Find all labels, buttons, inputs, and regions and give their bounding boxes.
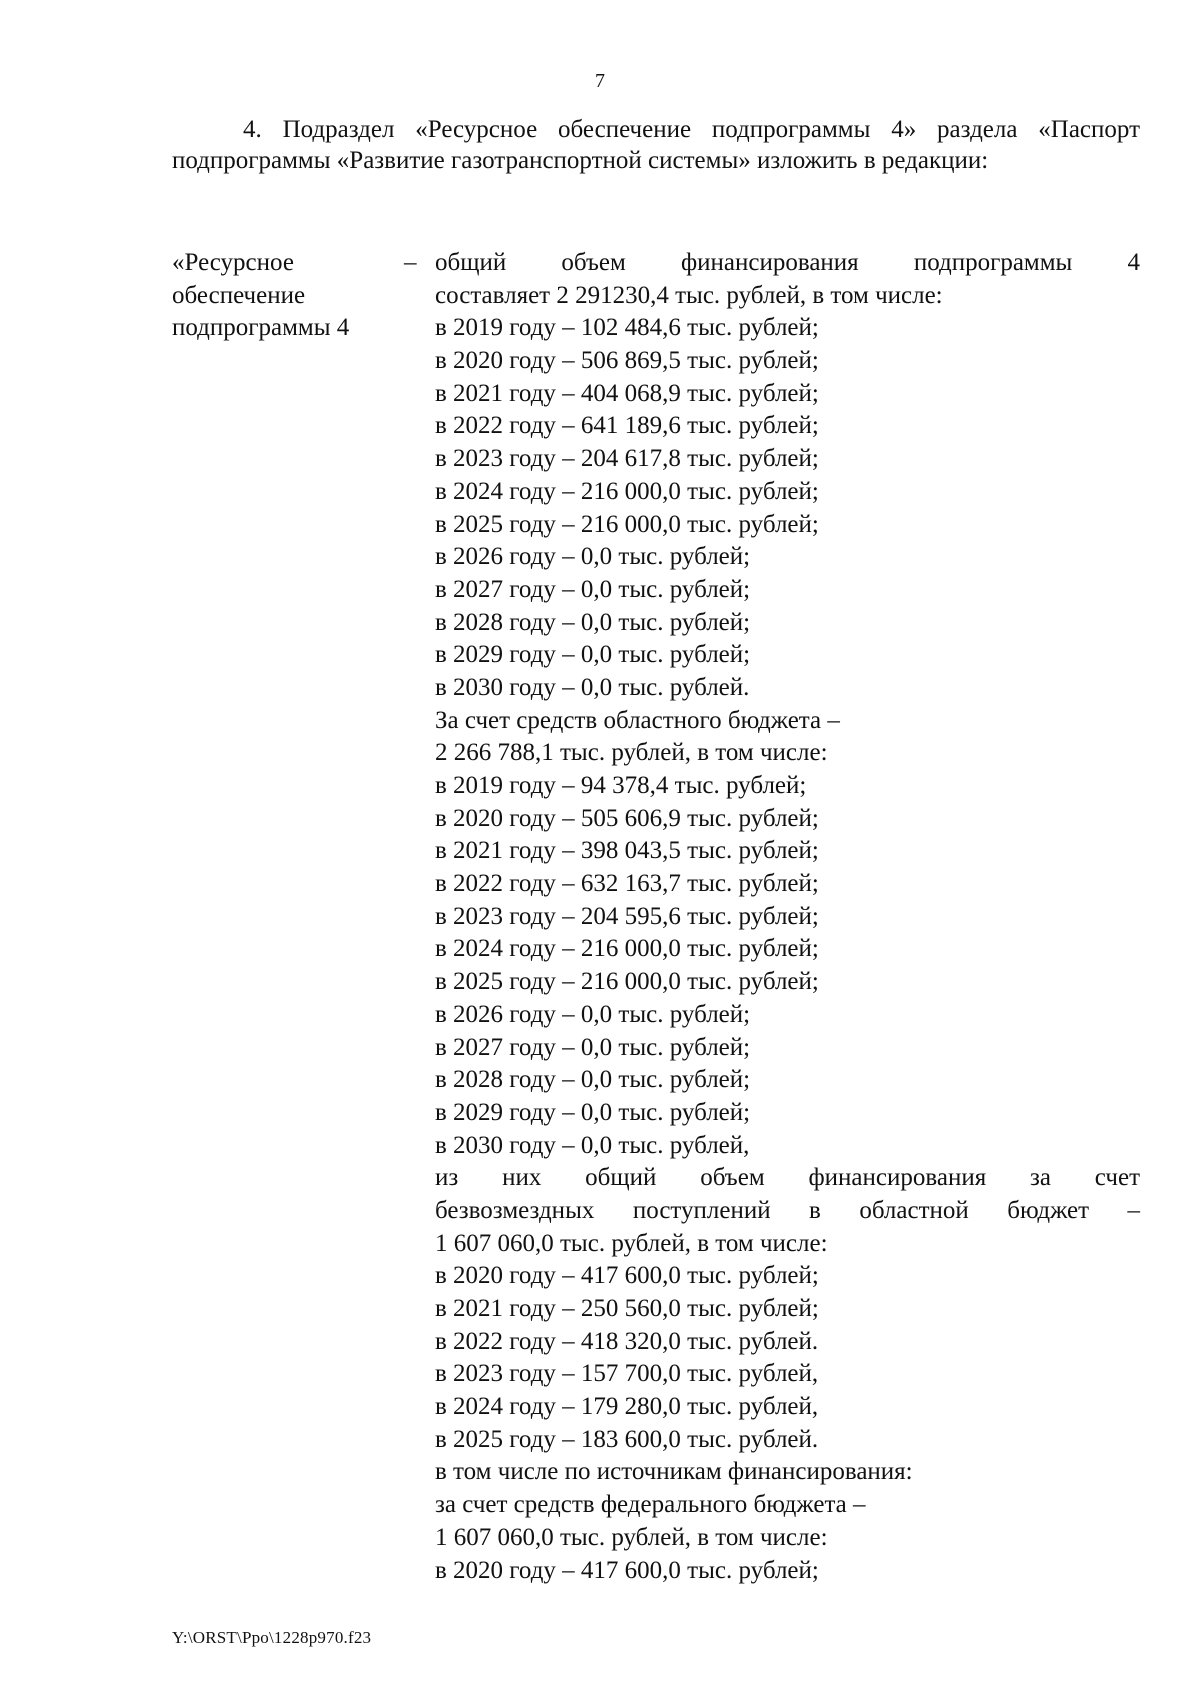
section-label bbox=[172, 247, 392, 345]
funding-line: за счет средств федерального бюджета – bbox=[435, 1491, 866, 1519]
funding-line: 1 607 060,0 тыс. рублей, в том числе: bbox=[435, 1523, 828, 1551]
file-path-footer: Y:\ORST\Ppo\1228p970.f23 bbox=[172, 1628, 372, 1647]
resource-section bbox=[172, 247, 1140, 1607]
funding-line: в 2026 году – 0,0 тыс. рублей; bbox=[435, 543, 751, 571]
funding-line: в 2020 году – 417 600,0 тыс. рублей; bbox=[435, 1556, 819, 1584]
funding-line: в 2022 году – 641 189,6 тыс. рублей; bbox=[435, 412, 819, 440]
funding-line: в 2019 году – 102 484,6 тыс. рублей; bbox=[435, 314, 819, 342]
funding-line: в 2025 году – 183 600,0 тыс. рублей. bbox=[435, 1425, 819, 1453]
funding-line: в 2024 году – 179 280,0 тыс. рублей, bbox=[435, 1393, 819, 1421]
funding-details bbox=[435, 247, 1140, 1587]
funding-line: 2 266 788,1 тыс. рублей, в том числе: bbox=[435, 739, 828, 767]
funding-line: в 2020 году – 505 606,9 тыс. рублей; bbox=[435, 804, 819, 832]
label-line: «Ресурсное bbox=[172, 249, 294, 276]
funding-line: в 2029 году – 0,0 тыс. рублей; bbox=[435, 641, 751, 669]
funding-line: в 2020 году – 506 869,5 тыс. рублей; bbox=[435, 347, 819, 375]
funding-line: в 2023 году – 204 595,6 тыс. рублей; bbox=[435, 902, 819, 930]
label-line: обеспечение bbox=[172, 281, 306, 309]
funding-line: в 2025 году – 216 000,0 тыс. рублей; bbox=[435, 510, 819, 538]
funding-line: в 2023 году – 204 617,8 тыс. рублей; bbox=[435, 445, 819, 473]
page-number: 7 bbox=[595, 70, 605, 92]
funding-line: в 2021 году – 398 043,5 тыс. рублей; bbox=[435, 837, 819, 865]
funding-line: в 2027 году – 0,0 тыс. рублей; bbox=[435, 1033, 751, 1061]
funding-line: За счет средств областного бюджета – bbox=[435, 706, 840, 734]
funding-line: в 2030 году – 0,0 тыс. рублей. bbox=[435, 673, 750, 701]
funding-line: в 2027 году – 0,0 тыс. рублей; bbox=[435, 575, 751, 603]
section-dash: – bbox=[404, 249, 417, 276]
funding-line: в 2030 году – 0,0 тыс. рублей, bbox=[435, 1131, 750, 1159]
funding-line: в 2024 году – 216 000,0 тыс. рублей; bbox=[435, 477, 819, 505]
funding-line: из них общий объем финансирования за счет bbox=[435, 1164, 1140, 1192]
funding-line: в 2026 году – 0,0 тыс. рублей; bbox=[435, 1000, 751, 1028]
funding-line: в 2023 году – 157 700,0 тыс. рублей, bbox=[435, 1360, 819, 1388]
intro-text: 4. Подраздел «Ресурсное обеспечение подпрограммы 4» раздела «Паспорт подпрограммы «Развитие газотранспортной системы» изложить в редакции: bbox=[172, 116, 1140, 174]
funding-line: в 2028 году – 0,0 тыс. рублей; bbox=[435, 608, 751, 636]
funding-line: в том числе по источникам финансирования: bbox=[435, 1458, 913, 1486]
funding-line: в 2021 году – 250 560,0 тыс. рублей; bbox=[435, 1295, 819, 1322]
funding-line: в 2019 году – 94 378,4 тыс. рублей; bbox=[435, 772, 807, 799]
funding-line: безвозмездных поступлений в областной бюджет – bbox=[435, 1196, 1140, 1224]
funding-line: в 2028 году – 0,0 тыс. рублей; bbox=[435, 1066, 751, 1094]
funding-line: составляет 2 291230,4 тыс. рублей, в том числе: bbox=[435, 281, 943, 309]
funding-line: общий объем финансирования подпрограммы 4 bbox=[435, 249, 1140, 276]
funding-line: 1 607 060,0 тыс. рублей, в том числе: bbox=[435, 1229, 828, 1257]
funding-line: в 2025 году – 216 000,0 тыс. рублей; bbox=[435, 968, 819, 996]
funding-line: в 2022 году – 632 163,7 тыс. рублей; bbox=[435, 870, 819, 898]
label-line: подпрограммы 4 bbox=[172, 314, 350, 342]
funding-line: в 2022 году – 418 320,0 тыс. рублей. bbox=[435, 1327, 819, 1355]
funding-line: в 2024 году – 216 000,0 тыс. рублей; bbox=[435, 935, 819, 963]
funding-line: в 2029 году – 0,0 тыс. рублей; bbox=[435, 1098, 751, 1126]
funding-line: в 2020 году – 417 600,0 тыс. рублей; bbox=[435, 1262, 819, 1290]
funding-line: в 2021 году – 404 068,9 тыс. рублей; bbox=[435, 379, 819, 407]
intro-paragraph bbox=[172, 114, 1140, 176]
